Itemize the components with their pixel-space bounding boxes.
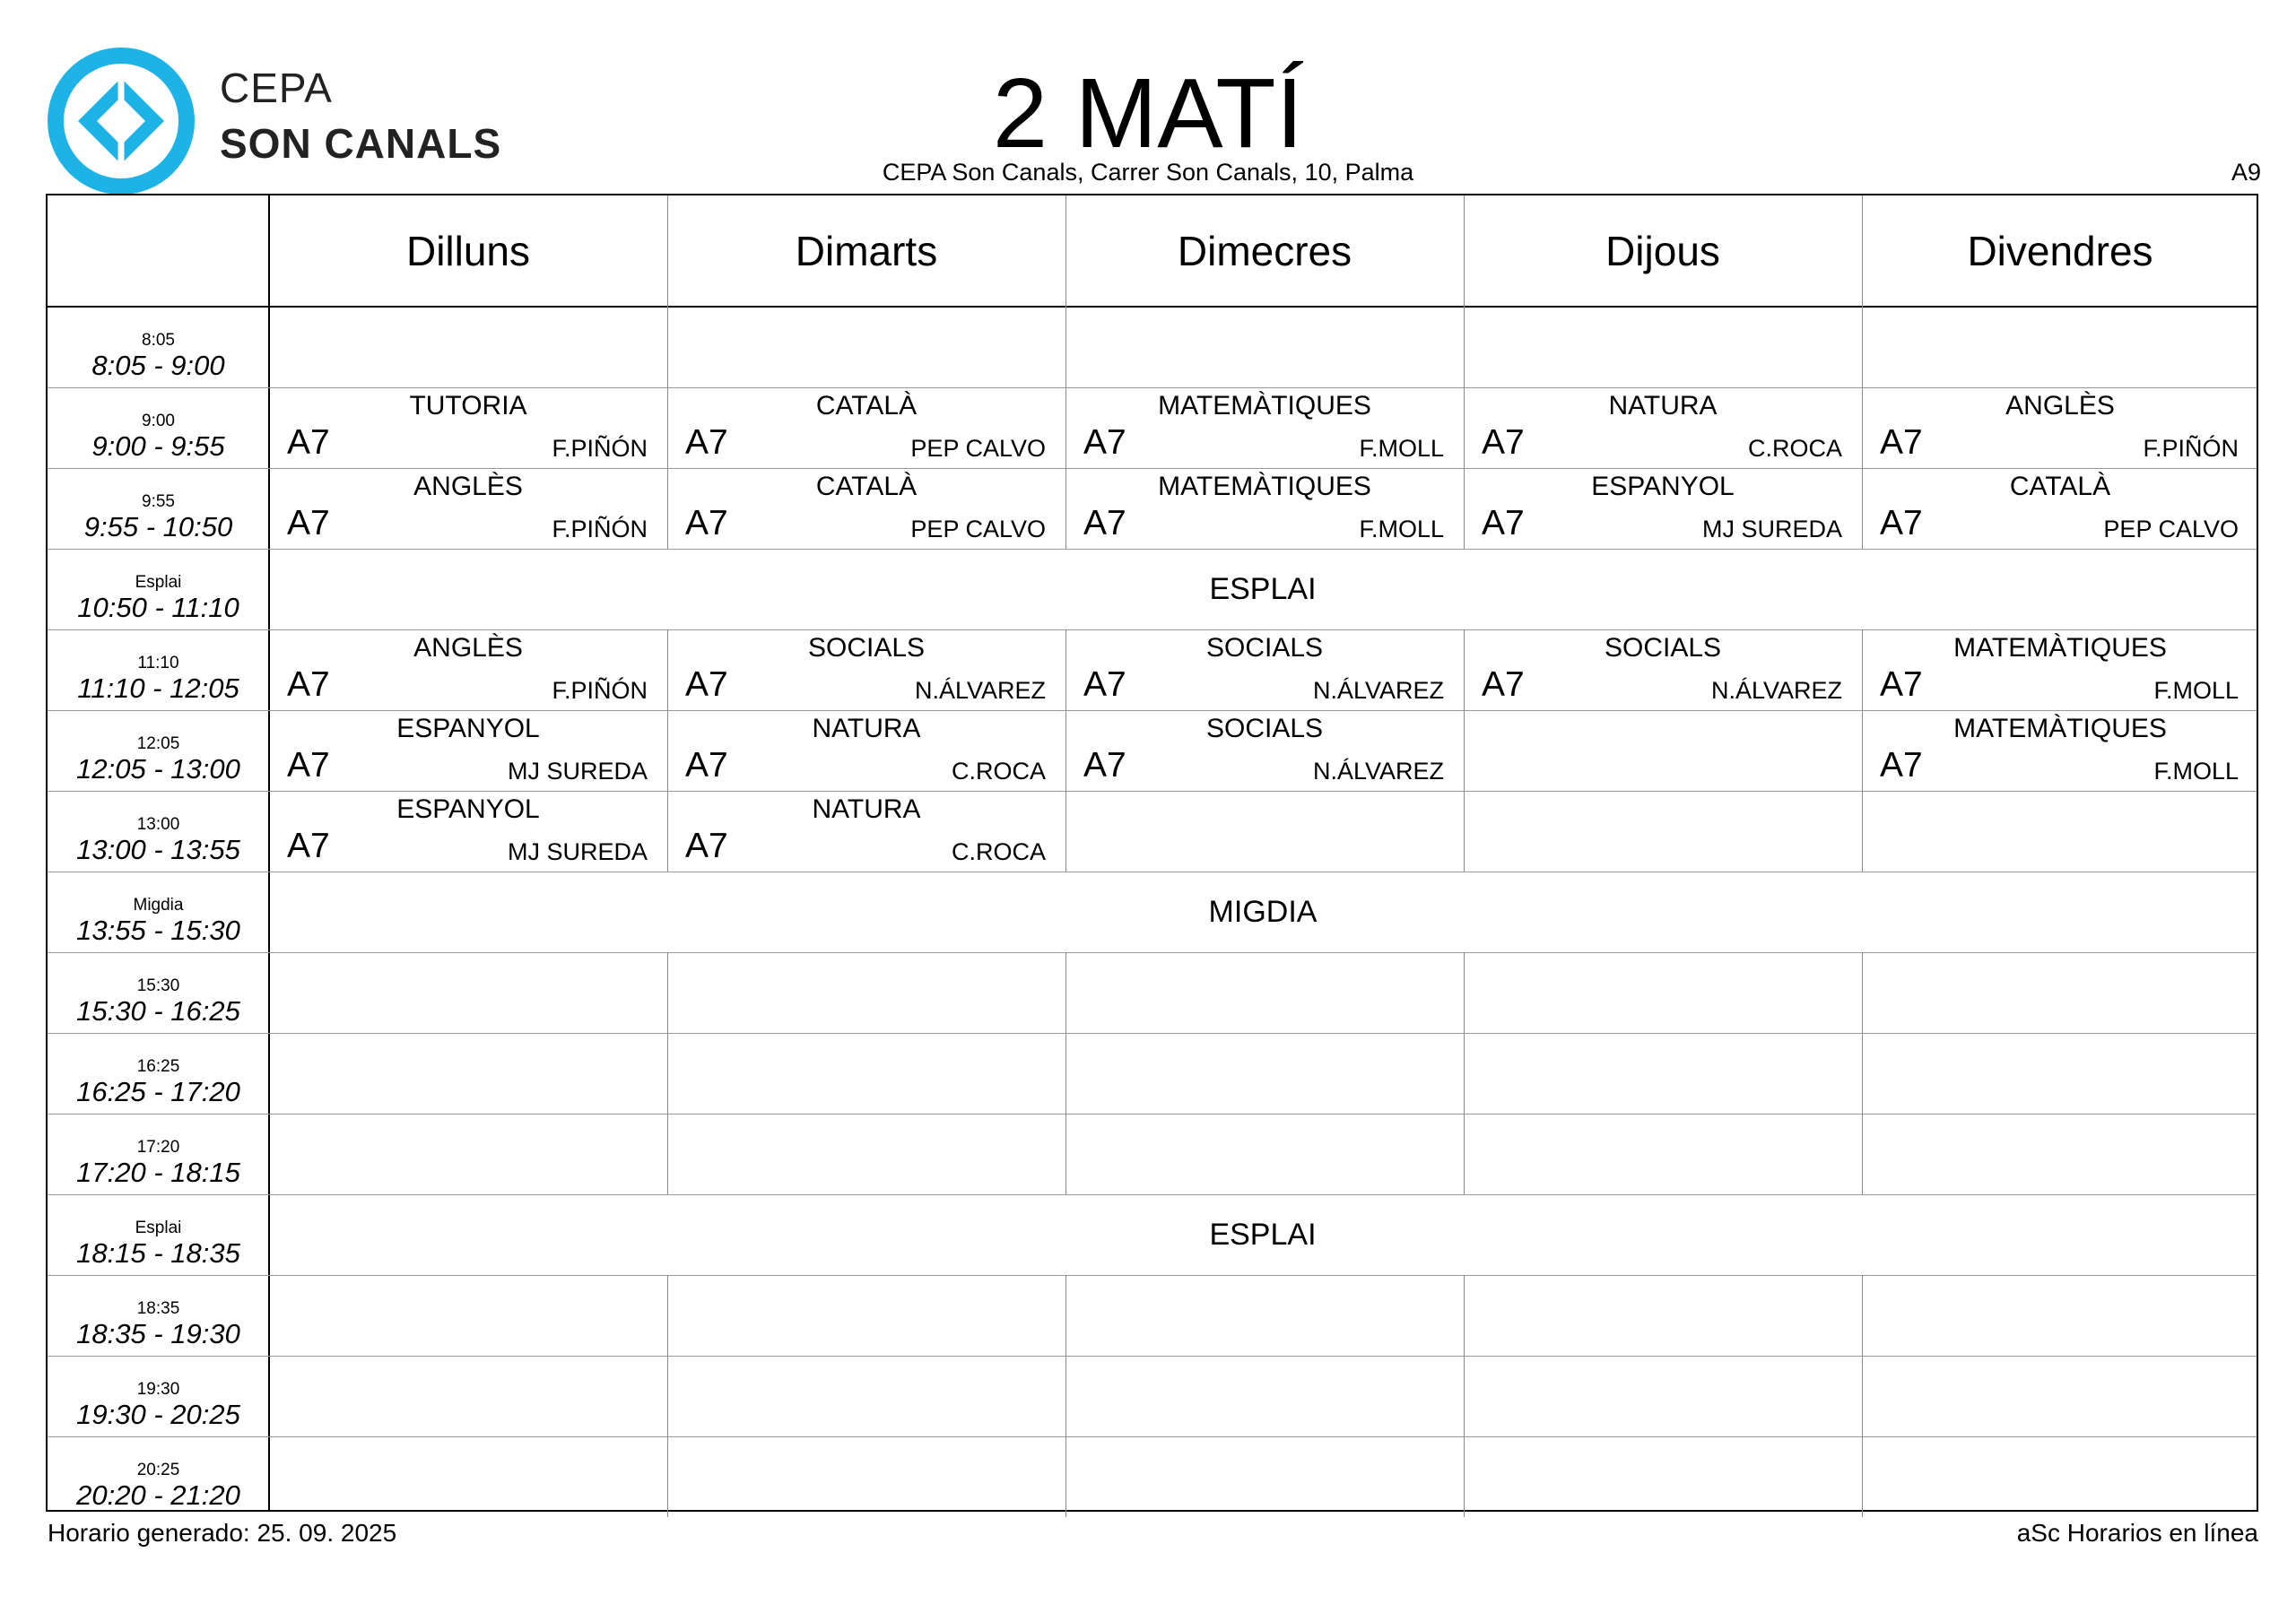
lesson-teacher: PEP CALVO: [2103, 516, 2239, 542]
column-divider: [1862, 195, 1863, 307]
break-label: ESPLAI: [1209, 571, 1317, 606]
column-divider: [667, 1033, 668, 1114]
lesson-card[interactable]: [667, 791, 1065, 872]
lesson-card[interactable]: [667, 710, 1065, 791]
row-divider: [48, 1356, 2257, 1357]
lesson-card[interactable]: [667, 387, 1065, 468]
time-slot-label: Esplai: [135, 1219, 182, 1237]
lesson-teacher: N.ÁLVAREZ: [1312, 758, 1444, 785]
column-divider: [1065, 195, 1066, 307]
timetable-grid: [46, 194, 2258, 1512]
lesson-teacher: F.PIÑÓN: [2143, 435, 2239, 462]
column-divider: [667, 1436, 668, 1517]
column-divider: [667, 195, 668, 307]
row-divider: [48, 1033, 2257, 1034]
lesson-subject: ESPANYOL: [396, 714, 540, 743]
time-slot: [48, 387, 269, 468]
lesson-room: A7: [1482, 423, 1525, 462]
time-slot-range: 18:35 - 19:30: [76, 1318, 240, 1349]
lesson-card[interactable]: [269, 791, 667, 872]
lesson-subject: SOCIALS: [1205, 633, 1324, 663]
column-divider: [1862, 791, 1863, 872]
time-slot: [48, 1033, 269, 1114]
lesson-subject: NATURA: [812, 794, 921, 824]
time-slot: [48, 307, 269, 387]
column-divider: [1464, 1033, 1465, 1114]
time-slot-label: 9:00: [142, 412, 175, 430]
lesson-subject: MATEMÀTIQUES: [1953, 633, 2167, 663]
lesson-subject: CATALÀ: [815, 391, 918, 421]
row-divider: [48, 1275, 2257, 1276]
column-divider: [667, 1114, 668, 1194]
column-divider: [1862, 307, 1863, 387]
column-divider: [1464, 1114, 1465, 1194]
lesson-card[interactable]: [667, 468, 1065, 549]
time-slot: [48, 1114, 269, 1194]
lesson-subject: CATALÀ: [815, 472, 918, 501]
lesson-card[interactable]: [1065, 710, 1464, 791]
lesson-subject: ANGLÈS: [2005, 391, 2115, 421]
column-divider: [667, 1356, 668, 1436]
lesson-teacher: N.ÁLVAREZ: [1710, 677, 1842, 704]
time-slot-label: Esplai: [135, 573, 182, 592]
lesson-subject: ANGLÈS: [413, 633, 523, 663]
time-slot-label: 8:05: [142, 331, 175, 350]
lesson-teacher: C.ROCA: [951, 838, 1046, 865]
time-slot: [48, 710, 269, 791]
lesson-teacher: MJ SUREDA: [1701, 516, 1842, 542]
lesson-teacher: F.MOLL: [2153, 677, 2239, 704]
column-divider: [1065, 1114, 1066, 1194]
time-slot-range: 20:20 - 21:20: [76, 1479, 240, 1511]
lesson-subject: ESPANYOL: [1591, 472, 1735, 501]
time-slot-range: 12:05 - 13:00: [76, 753, 240, 785]
lesson-teacher: N.ÁLVAREZ: [1312, 677, 1444, 704]
lesson-subject: SOCIALS: [1604, 633, 1722, 663]
generated-date: Horario generado: 25. 09. 2025: [48, 1519, 397, 1547]
column-divider: [1862, 952, 1863, 1033]
lesson-teacher: C.ROCA: [951, 758, 1046, 785]
time-slot-label: 16:25: [136, 1057, 180, 1076]
column-divider: [1065, 791, 1066, 872]
time-slot-range: 11:10 - 12:05: [77, 672, 239, 704]
lesson-card[interactable]: [1464, 629, 1862, 710]
time-slot: [48, 791, 269, 872]
lesson-subject: SOCIALS: [1205, 714, 1324, 743]
lesson-card[interactable]: [269, 387, 667, 468]
lesson-subject: SOCIALS: [807, 633, 926, 663]
lesson-card[interactable]: [1065, 629, 1464, 710]
lesson-teacher: F.MOLL: [1359, 516, 1444, 542]
row-divider: [48, 1114, 2257, 1115]
day-header: Dimecres: [1177, 228, 1352, 274]
time-slot-label: 11:10: [137, 654, 179, 672]
lesson-room: A7: [1482, 665, 1525, 704]
lesson-teacher: PEP CALVO: [910, 435, 1046, 462]
time-slot-range: 19:30 - 20:25: [76, 1399, 240, 1430]
lesson-room: A7: [287, 827, 330, 865]
lesson-subject: NATURA: [1608, 391, 1718, 421]
time-slot-label: 12:05: [136, 734, 180, 753]
column-divider: [1065, 1436, 1066, 1517]
time-slot-label: Migdia: [133, 896, 184, 915]
lesson-subject: MATEMÀTIQUES: [1953, 714, 2167, 743]
day-header: Divendres: [1967, 228, 2153, 274]
lesson-subject: ANGLÈS: [413, 472, 523, 501]
column-divider: [1464, 710, 1465, 791]
column-divider: [1862, 1436, 1863, 1517]
lesson-room: A7: [1880, 423, 1923, 462]
lesson-room: A7: [685, 423, 728, 462]
time-slot-label: 13:00: [136, 815, 180, 834]
lesson-card[interactable]: [269, 629, 667, 710]
time-slot-label: 18:35: [136, 1299, 180, 1318]
lesson-card[interactable]: [1862, 629, 2258, 710]
lesson-card[interactable]: [1065, 468, 1464, 549]
lesson-subject: NATURA: [812, 714, 921, 743]
time-slot-range: 17:20 - 18:15: [76, 1157, 240, 1188]
day-header: Dimarts: [795, 228, 938, 274]
column-divider: [1464, 1436, 1465, 1517]
lesson-room: A7: [1083, 504, 1126, 542]
column-divider: [1862, 1033, 1863, 1114]
time-slot-range: 16:25 - 17:20: [76, 1076, 240, 1107]
column-divider: [1862, 1356, 1863, 1436]
column-divider: [667, 1275, 668, 1356]
column-divider: [1862, 1114, 1863, 1194]
lesson-subject: CATALÀ: [2009, 472, 2111, 501]
lesson-room: A7: [685, 665, 728, 704]
header-divider: [48, 306, 2257, 308]
lesson-card[interactable]: [1065, 387, 1464, 468]
time-slot-range: 10:50 - 11:10: [77, 592, 239, 623]
lesson-teacher: C.ROCA: [1747, 435, 1842, 462]
lesson-teacher: F.PIÑÓN: [552, 677, 648, 704]
lesson-room: A7: [685, 827, 728, 865]
time-slot: [48, 468, 269, 549]
row-divider: [48, 952, 2257, 953]
column-divider: [1065, 307, 1066, 387]
lesson-teacher: PEP CALVO: [910, 516, 1046, 542]
time-slot: [48, 1275, 269, 1356]
time-slot-range: 18:15 - 18:35: [76, 1237, 240, 1269]
column-divider: [1065, 952, 1066, 1033]
column-divider: [667, 307, 668, 387]
time-slot: [48, 872, 269, 952]
lesson-teacher: MJ SUREDA: [507, 838, 648, 865]
lesson-room: A7: [1482, 504, 1525, 542]
lesson-room: A7: [287, 423, 330, 462]
lesson-card[interactable]: [667, 629, 1065, 710]
column-divider: [1464, 195, 1465, 307]
column-divider: [1862, 1275, 1863, 1356]
column-divider: [1464, 791, 1465, 872]
day-header: Dilluns: [405, 228, 531, 274]
lesson-card[interactable]: [1464, 468, 1862, 549]
lesson-card[interactable]: [1862, 710, 2258, 791]
time-slot-label: 15:30: [136, 976, 180, 995]
time-slot: [48, 549, 269, 629]
lesson-room: A7: [1083, 423, 1126, 462]
lesson-room: A7: [287, 746, 330, 785]
lesson-subject: TUTORIA: [409, 391, 527, 421]
time-slot-label: 19:30: [136, 1380, 180, 1399]
column-divider: [1464, 1275, 1465, 1356]
lesson-card[interactable]: [1862, 387, 2258, 468]
column-divider: [1065, 1033, 1066, 1114]
logo-line-1: CEPA: [220, 65, 333, 111]
lesson-teacher: N.ÁLVAREZ: [914, 677, 1046, 704]
time-slot-range: 13:55 - 15:30: [76, 915, 240, 946]
time-slot: [48, 1436, 269, 1517]
row-divider: [48, 1436, 2257, 1437]
lesson-room: A7: [1880, 665, 1923, 704]
column-divider: [1464, 1356, 1465, 1436]
page-title: 2 MATÍ: [992, 58, 1304, 169]
lesson-card[interactable]: [1862, 468, 2258, 549]
software-credit: aSc Horarios en línea: [2016, 1519, 2258, 1547]
lesson-room: A7: [1083, 746, 1126, 785]
column-divider: [1464, 307, 1465, 387]
lesson-teacher: F.PIÑÓN: [552, 435, 648, 462]
lesson-room: A7: [685, 504, 728, 542]
column-divider: [1464, 952, 1465, 1033]
school-address: CEPA Son Canals, Carrer Son Canals, 10, Palma: [882, 159, 1414, 186]
time-slot-label: 17:20: [136, 1138, 180, 1157]
lesson-room: A7: [1880, 504, 1923, 542]
time-slot-range: 9:00 - 9:55: [91, 430, 225, 462]
lesson-teacher: F.MOLL: [2153, 758, 2239, 785]
lesson-room: A7: [1083, 665, 1126, 704]
lesson-card[interactable]: [1464, 387, 1862, 468]
lesson-teacher: F.PIÑÓN: [552, 516, 648, 542]
break-label: MIGDIA: [1208, 894, 1318, 929]
lesson-room: A7: [1880, 746, 1923, 785]
lesson-room: A7: [685, 746, 728, 785]
lesson-subject: ESPANYOL: [396, 794, 540, 824]
lesson-card[interactable]: [269, 710, 667, 791]
day-header: Dijous: [1605, 228, 1720, 274]
time-slot-range: 9:55 - 10:50: [83, 511, 233, 542]
lesson-subject: MATEMÀTIQUES: [1158, 391, 1371, 421]
lesson-room: A7: [287, 504, 330, 542]
column-divider: [667, 952, 668, 1033]
room-code: A9: [2231, 159, 2261, 186]
logo-line-2: SON CANALS: [220, 120, 502, 167]
lesson-card[interactable]: [269, 468, 667, 549]
column-divider: [1065, 1275, 1066, 1356]
time-slot-range: 13:00 - 13:55: [76, 834, 240, 865]
time-slot: [48, 629, 269, 710]
lesson-room: A7: [287, 665, 330, 704]
break-label: ESPLAI: [1209, 1217, 1317, 1252]
time-slot: [48, 1356, 269, 1436]
time-slot-label: 9:55: [142, 492, 175, 511]
time-slot: [48, 952, 269, 1033]
time-slot-range: 15:30 - 16:25: [76, 995, 240, 1027]
time-slot-label: 20:25: [136, 1461, 180, 1479]
time-slot: [48, 1194, 269, 1275]
time-slot-range: 8:05 - 9:00: [91, 350, 225, 381]
column-divider: [1065, 1356, 1066, 1436]
lesson-teacher: MJ SUREDA: [507, 758, 648, 785]
lesson-teacher: F.MOLL: [1359, 435, 1444, 462]
lesson-subject: MATEMÀTIQUES: [1158, 472, 1371, 501]
